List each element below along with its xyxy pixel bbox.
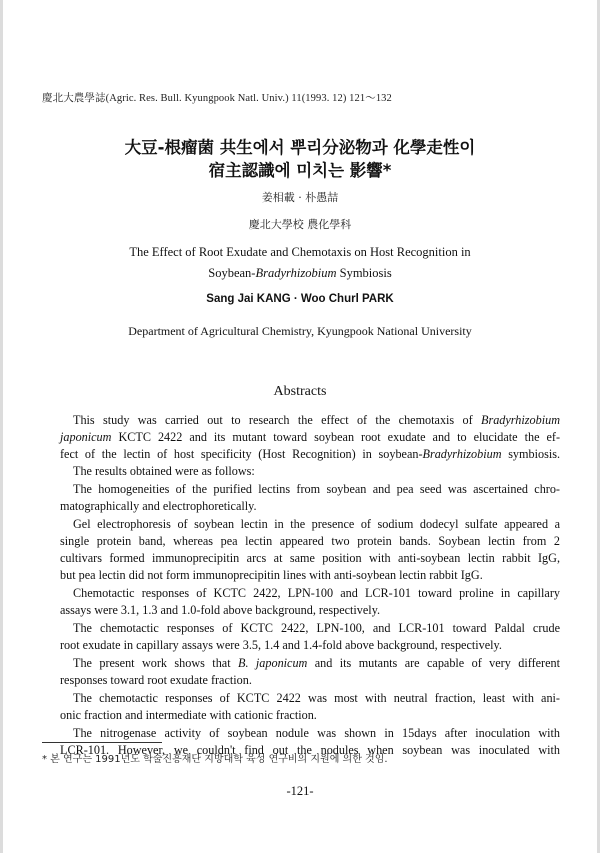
abstract-line: matographically and electrophoretically. (60, 499, 257, 513)
english-title-line-1: The Effect of Root Exudate and Chemotaxis on Host Recognition in (129, 245, 471, 259)
korean-title-line-2: 宿主認識에 미치는 影響* (208, 161, 392, 180)
abstract-line: responses toward root exudate fraction. (60, 673, 252, 687)
english-title-line-2 (0, 263, 600, 284)
abstract-line: The chemotactic responses of KCTC 2422 was most with neutral fraction, least with ani- (73, 691, 560, 705)
abstract-line: Gel electrophoresis of soybean lectin in the presence of sodium dodecyl sulfate appeared a (73, 517, 560, 531)
english-authors: Sang Jai KANG · Woo Churl PARK (206, 293, 394, 305)
abstract-line: assays were 3.1, 1.3 and 1.0-fold above background, respectively. (60, 603, 381, 617)
abstract-line: single protein band, whereas pea lectin appeared two protein bands. Soybean lectin from 2 (60, 534, 560, 548)
footnote: * 본 연구는 1991년도 학술진흥재단 지방대학 육성 연구비의 지원에 의한 것임. (42, 754, 388, 765)
abstract-line: This study was carried out to research the effect of the chemotaxis of Bradyrhizobium (73, 413, 560, 427)
abstract-line: Chemotactic responses of KCTC 2422, LPN-100 and LCR-101 toward proline in capillary (73, 586, 560, 600)
english-title-genus: Bradyrhizobium (255, 266, 337, 280)
english-title-prefix: Soybean- (208, 266, 256, 280)
korean-affiliation: 慶北大學校 農化學科 (248, 218, 352, 231)
abstract-line: The present work shows that B. japonicum and its mutants are capable of very different (73, 656, 560, 670)
abstract-line: cultivars formed immunoprecipitin arcs at same position with anti-soybean lectin rabbit IgG, (60, 551, 560, 565)
abstract-line: The chemotactic responses of KCTC 2422, LPN-100, and LCR-101 toward Paldal crude (73, 621, 560, 635)
korean-authors: 姜相載 · 朴愚喆 (261, 191, 339, 204)
journal-reference: 慶北大農學誌(Agric. Res. Bull. Kyungpook Natl. Univ.) 11(1993. 12) 121～132 (42, 93, 392, 104)
abstract-line: onic fraction and intermediate with cationic fraction. (60, 708, 317, 722)
abstract-line: LCR-101. However, we couldn't find out the nodules when soybean was inoculated with (60, 743, 560, 757)
korean-title-line-1: 大豆-根瘤菌 共生에서 뿌리分泌物과 化學走性이 (124, 138, 476, 157)
abstract-line: japonicum KCTC 2422 and its mutant toward soybean root exudate and to elucidate the ef- (60, 430, 560, 444)
abstract-line: but pea lectin did not form immunoprecipitin lines with anti-soybean lectin rabbit IgG. (60, 568, 483, 582)
page-number: -121- (286, 784, 314, 798)
abstract-line: The nitrogenase activity of soybean nodule was shown in 15days after inoculation with (73, 726, 560, 740)
abstract-line: fect of the lectin of host specificity (Host Recognition) in soybean-Bradyrhizobium symbiosis. (60, 447, 560, 461)
abstract-heading: Abstracts (273, 384, 327, 399)
scan-edge-left (0, 0, 3, 853)
english-title-suffix: Symbiosis (336, 266, 392, 280)
abstract-line: The homogeneities of the purified lectins from soybean and pea seed was ascertained chro- (73, 482, 560, 496)
abstract-line: The results obtained were as follows: (73, 464, 255, 478)
footnote-rule (42, 742, 162, 743)
abstract-line: root exudate in capillary assays were 3.5, 1.4 and 1.4-fold above background, respectively. (60, 638, 502, 652)
english-department: Department of Agricultural Chemistry, Kyungpook National University (128, 324, 472, 338)
